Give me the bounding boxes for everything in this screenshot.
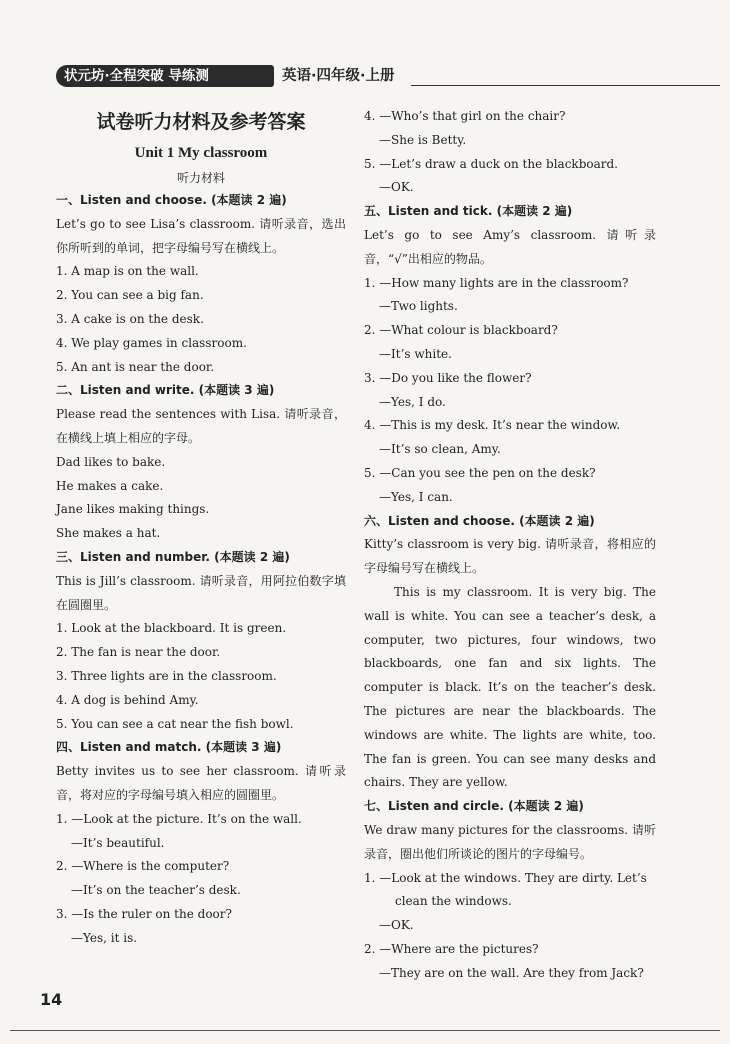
dialogue-reply: —She is Betty. [379,132,467,147]
instruction-paragraph: Please read the sentences with Lisa. 请听录音，在横线上填上相应的字母。 [56,407,346,445]
unit-title: Unit 1 My classroom [134,145,268,161]
instruction-paragraph: Let’s go to see Lisa’s classroom. 请听录音，选出你所听到的单词，把字母编号写在横线上。 [56,216,346,255]
instruction-paragraph: This is Jill’s classroom. 请听录音，用阿拉伯数字填在圆圈里。 [56,573,346,612]
text-line: 1. Look at the blackboard. It is green. [56,621,287,636]
text-line: 3. —Is the ruler on the door? [56,906,232,921]
dialogue-reply: —It’s so clean, Amy. [379,442,501,457]
text-line: 4. —Who’s that girl on the chair? [364,109,566,123]
dialogue-reply: —OK. [379,918,414,933]
text-line: 5. An ant is near the door. [56,359,215,374]
text-line: 2. —What colour is blackboard? [364,323,558,338]
dialogue-reply: —Yes, I can. [379,489,453,504]
header-rule [411,85,720,86]
dialogue-reply: —Yes, it is. [71,930,138,945]
instruction-paragraph: Let’s go to see Amy’s classroom. 请听录音，“√”出相应的物品。 [364,227,656,266]
instruction-paragraph: Kitty’s classroom is very big. 请听录音，将相应的字母编号写在横线上。 [364,537,656,576]
text-line: 1. —Look at the picture. It’s on the wall. [56,811,302,826]
text-line: 2. The fan is near the door. [56,645,221,660]
text-line: She makes a hat. [56,526,161,541]
text-line: He makes a cake. [56,478,164,493]
dialogue-reply: —It’s beautiful. [71,835,165,850]
running-header [56,63,720,91]
text-line: 2. You can see a big fan. [56,288,204,303]
dialogue-reply: —OK. [379,180,414,195]
dialogue-reply: —Yes, I do. [379,394,446,409]
section-heading: 一、Listen and choose. (本题读 2 遍) [56,193,287,207]
text-line: 4. —This is my desk. It’s near the window. [364,418,621,433]
section-heading: 七、Listen and circle. (本题读 2 遍) [364,799,584,814]
continued-line: clean the windows. [395,894,512,909]
left-column-body [56,189,346,951]
instruction-paragraph: We draw many pictures for the classrooms. 请听录音，圈出他们所谈论的图片的字母编号。 [364,822,656,861]
text-line: 3. A cake is on the desk. [56,311,204,326]
text-line: 1. —Look at the windows. They are dirty. Let’s [364,870,647,885]
instruction-paragraph: Betty invites us to see her classroom. 请听录音，将对应的字母编号填入相应的圆圈里。 [56,764,346,802]
page-title: 试卷听力材料及参考答案 [96,111,306,133]
text-line: 5. —Can you see the pen on the desk? [364,465,596,480]
text-line: 1. —How many lights are in the classroom? [364,275,629,290]
left-column [56,105,346,951]
series-tag: 状元坊·全程突破 导练测 [56,65,274,87]
dialogue-reply: —They are on the wall. Are they from Jack? [379,965,644,980]
passage-paragraph: This is my classroom. It is very big. The wall is white. You can see a teacher’s desk, a computer, two pictures, four windows, two blackboards, one fan and six lights. The computer is black. It’s on the teacher’s desk. The pictures are near the blackboards. The windows are white. The lights are white, too. The fan is green. You can see many desks and chairs. They are yellow. [364,584,656,790]
dialogue-reply: —It’s on the teacher’s desk. [71,883,241,898]
right-column [364,105,656,985]
subject-label: 英语·四年级·上册 [282,68,395,84]
section-heading: 四、Listen and match. (本题读 3 遍) [56,740,282,755]
section-subtitle: 听力材料 [176,171,225,185]
text-line: Dad likes to bake. [56,454,166,469]
text-line: 1. A map is on the wall. [56,264,199,279]
text-line: 3. —Do you like the flower? [364,370,532,385]
text-line: Jane likes making things. [56,502,210,517]
dialogue-reply: —Two lights. [379,299,458,314]
text-line: 5. —Let’s draw a duck on the blackboard. [364,156,618,171]
text-line: 5. You can see a cat near the fish bowl. [56,716,294,731]
text-line: 4. We play games in classroom. [56,335,247,350]
text-line: 4. A dog is behind Amy. [56,692,199,707]
section-heading: 三、Listen and number. (本题读 2 遍) [56,549,290,564]
page-number: 14 [40,990,63,1009]
text-line: 2. —Where are the pictures? [364,941,539,956]
right-column-body [364,105,656,985]
footer-rule [10,1030,720,1031]
section-heading: 六、Listen and choose. (本题读 2 遍) [364,513,595,528]
section-heading: 五、Listen and tick. (本题读 2 遍) [364,204,573,219]
text-line: 3. Three lights are in the classroom. [56,668,277,683]
dialogue-reply: —It’s white. [379,346,452,361]
text-line: 2. —Where is the computer? [56,859,230,874]
section-heading: 二、Listen and write. (本题读 3 遍) [56,383,275,398]
